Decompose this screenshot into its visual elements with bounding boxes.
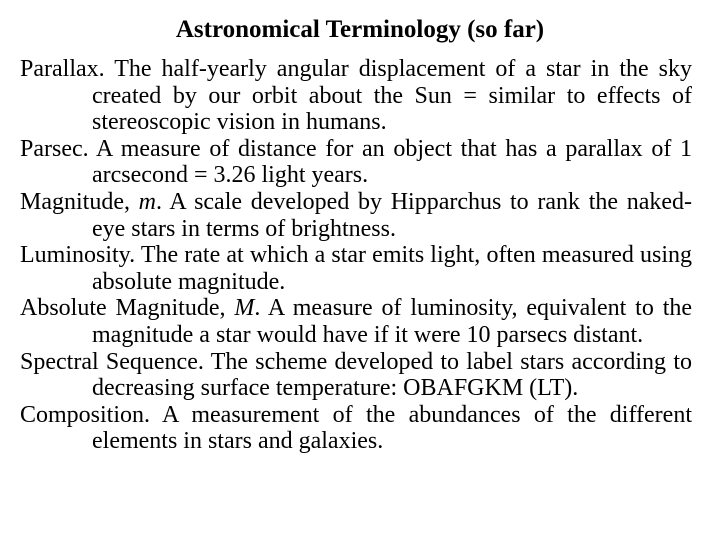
term-name: Composition. (20, 401, 151, 428)
term-name: Magnitude, (20, 188, 130, 215)
term-name: Luminosity. (20, 242, 136, 269)
term-name: Absolute Magnitude, (20, 295, 226, 322)
term-parsec (20, 136, 692, 189)
term-definition: A measure of luminosity, equivalent to the magnitude a star would have if it were 10 parsecs distant. (92, 295, 693, 348)
term-luminosity (20, 242, 692, 295)
term-absolute-magnitude: Absolute Magnitude, M. A measure of luminosity, equivalent to the magnitude a star would have if it were 10 parsecs distant. (20, 295, 693, 348)
term-name: Parsec. (20, 135, 89, 162)
term-parallax (20, 56, 692, 136)
terminology-list (20, 56, 692, 455)
term-definition: A measurement of the abundances of the different elements in stars and galaxies. (92, 401, 692, 455)
term-magnitude: Magnitude, m. A scale developed by Hipparchus to rank the naked-eye stars in terms of brightness. (20, 188, 692, 242)
term-definition: A measure of distance for an object that has a parallax of 1 arcsecond = 3.26 light years. (92, 135, 692, 189)
term-definition: A scale developed by Hipparchus to rank the naked-eye stars in terms of brightness. (92, 188, 692, 242)
term-spectral-sequence (20, 349, 692, 402)
term-composition (20, 402, 692, 455)
term-definition: The scheme developed to label stars according to decreasing surface temperature: OBAFGKM (LT). (92, 348, 692, 402)
term-name: Parallax. (20, 56, 105, 82)
term-definition: The rate at which a star emits light, often measured using absolute magnitude. (92, 242, 692, 295)
term-symbol: M (234, 295, 255, 322)
page-title: Astronomical Terminology (so far) (175, 16, 545, 43)
term-definition: The half-yearly angular displacement of a star in the sky created by our orbit about the Sun = similar to effects of stereoscopic vision in humans. (92, 56, 692, 136)
term-symbol: m (138, 188, 157, 215)
term-name: Spectral Sequence. (20, 348, 204, 375)
